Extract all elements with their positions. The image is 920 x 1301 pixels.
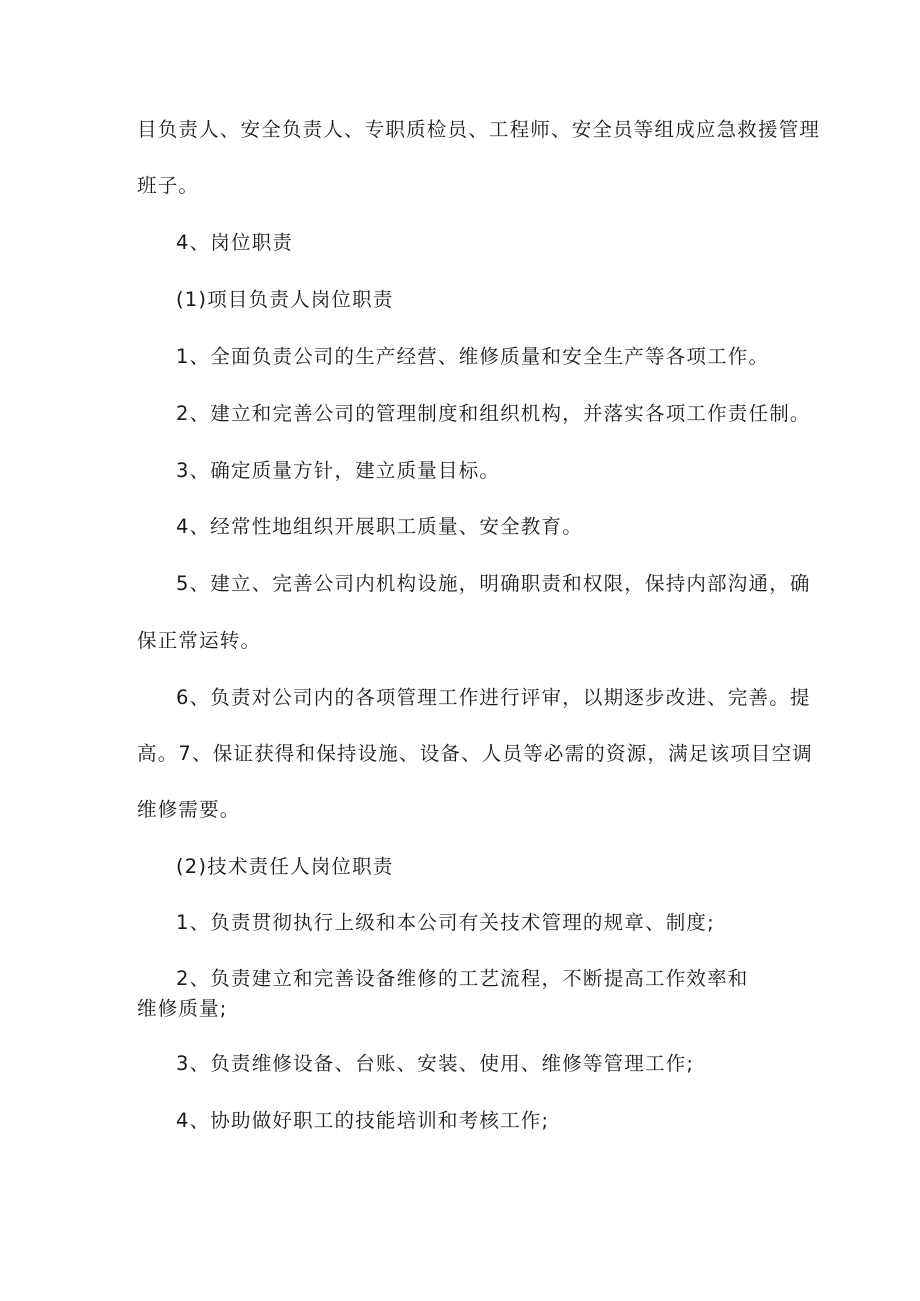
list-item-continuation: 保正常运转。 [137,629,262,652]
subsection-heading: (2)技术责任人岗位职责 [176,855,394,878]
list-item: 5、建立、完善公司内机构设施，明确职责和权限，保持内部沟通，确 [176,572,811,595]
list-item: 4、经常性地组织开展职工质量、安全教育。 [176,515,583,538]
list-item: 2、负责建立和完善设备维修的工艺流程，不断提高工作效率和 [176,967,749,990]
list-item: 6、负责对公司内的各项管理工作进行评审，以期逐步改进、完善。提 [176,686,811,709]
list-item-continuation: 高。7、保证获得和保持设施、设备、人员等必需的资源，满足该项目空调 [137,742,814,765]
list-item: 2、建立和完善公司的管理制度和组织机构，并落实各项工作责任制。 [176,402,811,425]
subsection-heading: (1)项目负责人岗位职责 [176,288,394,311]
text-line: 目负责人、安全负责人、专职质检员、工程师、安全员等组成应急救援管理 [137,118,821,141]
list-item: 1、全面负责公司的生产经营、维修质量和安全生产等各项工作。 [176,345,770,368]
list-item-continuation: 维修质量; [137,997,228,1020]
section-heading: 4、岗位职责 [176,231,294,254]
list-item-continuation: 维修需要。 [137,798,241,821]
text-line: 班子。 [137,174,200,197]
list-item: 3、确定质量方针，建立质量目标。 [176,459,501,482]
list-item: 3、负责维修设备、台账、安装、使用、维修等管理工作; [176,1052,695,1075]
list-item: 1、负责贯彻执行上级和本公司有关技术管理的规章、制度; [176,911,715,934]
list-item: 4、协助做好职工的技能培训和考核工作; [176,1109,550,1132]
